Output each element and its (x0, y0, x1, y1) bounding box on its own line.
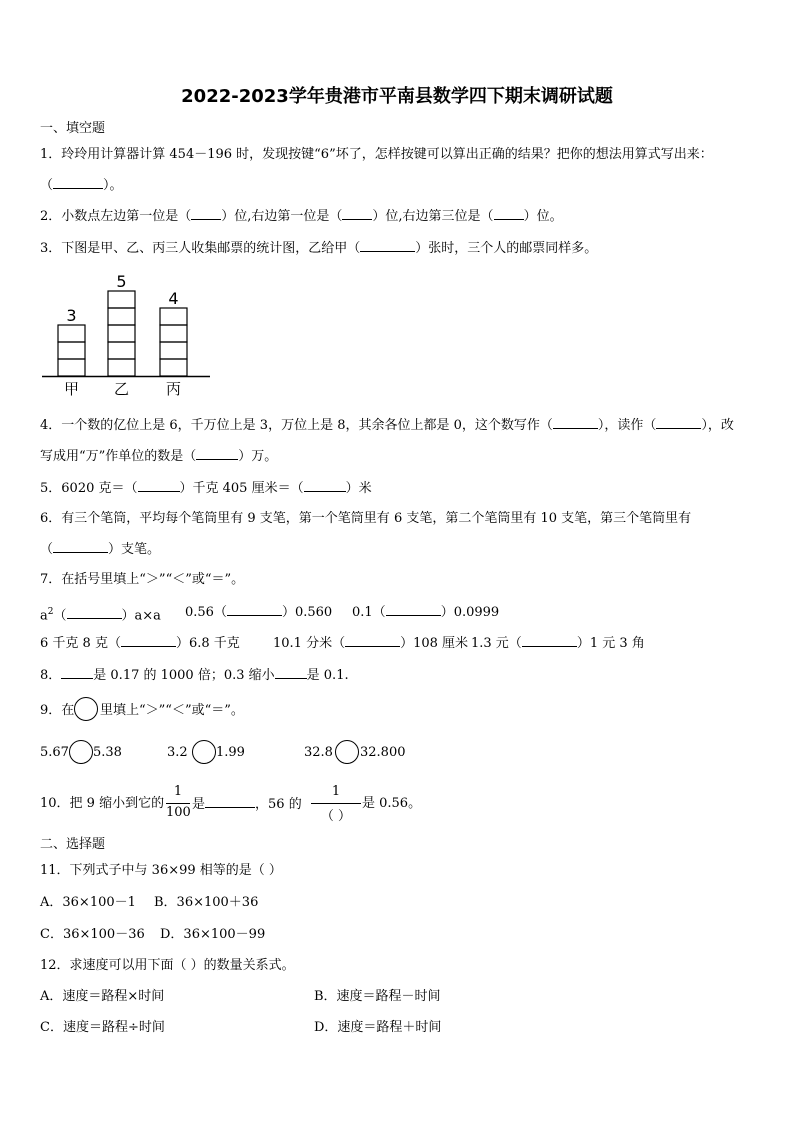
question-6-line-1: 6．有三个笔筒，平均每个笔筒里有 9 支笔，第一个笔筒里有 6 支笔，第二个笔筒里有 10 支笔，第三个笔筒里有 (40, 511, 692, 526)
comparison-right: ）0.560 (281, 605, 333, 620)
answer-blank[interactable] (121, 634, 176, 647)
answer-blank[interactable] (138, 479, 180, 492)
fraction-denominator-blank[interactable]: （ ） (320, 809, 352, 824)
fraction-denominator: 100 (166, 805, 191, 820)
paren-open: （ (53, 608, 67, 624)
question-8 (40, 666, 349, 685)
question-1-line-1: 1．玲玲用计算器计算 454－196 时，发现按键“6”坏了，怎样按键可以算出正确的结果？把你的想法用算式写出来： (40, 147, 713, 162)
answer-blank[interactable] (656, 416, 701, 429)
question-3 (40, 239, 597, 258)
question-5-part-a: 5．6020 克＝（ (40, 481, 138, 496)
answer-blank[interactable] (386, 603, 441, 616)
comparison-right: ）0.0999 (440, 605, 500, 620)
option-11-c[interactable]: C．36×100－36 (40, 927, 145, 942)
question-9-stem: 里填上“＞”“＜”或“＝”。 (100, 703, 244, 718)
question-6-line-2 (40, 540, 160, 559)
bar-甲 (58, 325, 85, 376)
compare-2-left: 3.2 (167, 745, 188, 760)
answer-blank[interactable] (360, 239, 415, 252)
option-11-d[interactable]: D．36×100－99 (160, 927, 266, 942)
answer-blank[interactable] (205, 795, 255, 808)
question-7-stem: 7．在括号里填上“＞”“＜”或“＝”。 (40, 572, 245, 587)
compare-1-right: 5.38 (93, 745, 122, 760)
question-4-part-b: ），读作（ (597, 418, 657, 433)
compare-circle-2[interactable] (192, 740, 216, 764)
stamp-cell (108, 308, 135, 325)
question-2-part-c: ）位,右边第三位是（ (372, 209, 494, 224)
category-label: 甲 (63, 380, 80, 398)
page-title: 2022-2023学年贵港市平南县数学四下期末调研试题 (181, 86, 613, 107)
question-4-line-2 (40, 447, 277, 466)
question-7-row-1 (40, 603, 161, 625)
stamp-cell (58, 359, 85, 376)
compare-circle-1[interactable] (69, 740, 93, 764)
comparison-right: ）6.8 千克 (175, 636, 240, 651)
section-heading-multiple-choice: 二、选择题 (40, 837, 106, 852)
stamp-cell (108, 342, 135, 359)
question-1-line-2 (40, 176, 123, 195)
category-label: 乙 (113, 380, 130, 398)
question-5-part-b: ）千克 405 厘米＝（ (179, 481, 304, 496)
answer-blank[interactable] (553, 416, 598, 429)
comparison-left: 10.1 分米（ (273, 636, 346, 651)
option-12-a[interactable]: A．速度＝路程×时间 (40, 989, 165, 1004)
question-10-part-b (192, 795, 302, 814)
question-2-part-d: ）位。 (523, 209, 563, 224)
variable-a: a (40, 608, 48, 624)
answer-blank[interactable] (53, 176, 103, 189)
section-heading-fill-blank: 一、填空题 (40, 121, 106, 136)
answer-blank[interactable] (304, 479, 346, 492)
fraction-bar (166, 803, 190, 804)
question-7-row-2 (40, 634, 240, 653)
answer-blank[interactable] (275, 666, 307, 679)
bar-丙 (160, 308, 187, 376)
answer-blank[interactable] (522, 634, 577, 647)
comparison-left: 0.56（ (185, 605, 227, 620)
question-2-part-a: 2．小数点左边第一位是（ (40, 209, 192, 224)
exponent: 2 (47, 607, 54, 617)
fraction-unknown (311, 784, 361, 824)
comparison-left: 0.1（ (352, 605, 386, 620)
compare-1-left: 5.67 (40, 745, 69, 760)
option-12-b[interactable]: B．速度＝路程－时间 (314, 989, 441, 1004)
question-8-part-c: 是 0.1. (306, 668, 349, 683)
stamp-cell (160, 308, 187, 325)
question-7-row-2-item-2 (273, 634, 468, 653)
question-6-part-b: ）支笔。 (108, 542, 161, 557)
compare-3-left: 32.8 (304, 745, 333, 760)
answer-blank[interactable] (345, 634, 400, 647)
question-10-part-a: 10．把 9 缩小到它的 (40, 796, 165, 811)
stamp-cell (58, 342, 85, 359)
bar-value-label: 5 (116, 272, 127, 291)
question-2 (40, 207, 563, 226)
question-4-part-c: ），改 (701, 418, 734, 433)
comparison-right: ）108 厘米 (400, 636, 469, 651)
circle-icon (74, 697, 98, 721)
question-5 (40, 479, 372, 498)
option-12-d[interactable]: D．速度＝路程＋时间 (314, 1020, 442, 1035)
question-3-part-a: 3．下图是甲、乙、丙三人收集邮票的统计图，乙给甲（ (40, 241, 361, 256)
fraction-numerator: 1 (331, 784, 341, 799)
stamp-cell (160, 325, 187, 342)
compare-circle-3[interactable] (335, 740, 359, 764)
question-11-stem: 11．下列式子中与 36×99 相等的是（ ） (40, 863, 282, 878)
bar-乙 (108, 291, 135, 376)
stamp-cell (108, 325, 135, 342)
comparison-right: ）1 元 3 角 (576, 636, 645, 651)
stamp-cell (108, 359, 135, 376)
option-11-b[interactable]: B．36×100＋36 (154, 895, 259, 910)
comparison-left: 1.3 元（ (471, 636, 522, 651)
compare-2-right: 1.99 (216, 745, 245, 760)
question-4-line-1 (40, 416, 734, 435)
paren-close: ）。 (103, 178, 123, 193)
question-12-stem: 12．求速度可以用下面（ ）的数量关系式。 (40, 958, 295, 973)
option-11-a[interactable]: A．36×100－1 (40, 895, 136, 910)
stamp-cell (108, 291, 135, 308)
paren-open: （ (40, 178, 54, 193)
answer-blank[interactable] (494, 207, 524, 220)
bar-value-label: 3 (66, 306, 77, 325)
stamp-cell (58, 325, 85, 342)
comparison-right: ）a×a (121, 608, 161, 624)
answer-blank[interactable] (196, 447, 238, 460)
question-2-part-b: ）位,右边第一位是（ (221, 209, 343, 224)
stamp-bar-chart (40, 268, 215, 403)
question-8-number: 8． (40, 668, 62, 683)
question-7-row-2-item-3 (471, 634, 645, 653)
question-8-part-b: 是 0.17 的 1000 倍；0.3 缩小 (93, 668, 275, 683)
answer-blank[interactable] (53, 540, 108, 553)
question-7-row-1-item-3 (352, 603, 499, 622)
category-label: 丙 (165, 380, 182, 398)
stamp-cell (160, 359, 187, 376)
answer-blank[interactable] (61, 666, 93, 679)
question-4-part-a: 4．一个数的亿位上是 6，千万位上是 3，万位上是 8，其余各位上都是 0，这个数写作（ (40, 418, 553, 433)
question-4-part-e: ）万。 (238, 449, 278, 464)
answer-blank[interactable] (191, 207, 221, 220)
answer-blank[interactable] (227, 603, 282, 616)
answer-blank[interactable] (342, 207, 372, 220)
paren-open: （ (40, 542, 54, 557)
question-10-part-d: 是 0.56。 (362, 796, 422, 811)
comparison-left: 6 千克 8 克（ (40, 636, 121, 651)
text-is: 是 (192, 797, 206, 812)
bar-value-label: 4 (168, 289, 179, 308)
answer-blank[interactable] (67, 606, 122, 619)
question-5-part-c: ）米 (345, 481, 372, 496)
fraction-one-hundredth (166, 784, 190, 824)
option-12-c[interactable]: C．速度＝路程÷时间 (40, 1020, 165, 1035)
question-4-part-d: 写成用“万”作单位的数是（ (40, 449, 197, 464)
stamp-cell (160, 342, 187, 359)
fraction-bar (311, 803, 361, 804)
question-10-part-c: ，56 的 (255, 797, 302, 812)
question-9-prefix: 9．在 (40, 703, 75, 718)
question-7-row-1-item-2 (185, 603, 332, 622)
question-3-part-b: ）张时，三个人的邮票同样多。 (415, 241, 598, 256)
compare-3-right: 32.800 (360, 745, 406, 760)
fraction-numerator: 1 (173, 784, 183, 799)
